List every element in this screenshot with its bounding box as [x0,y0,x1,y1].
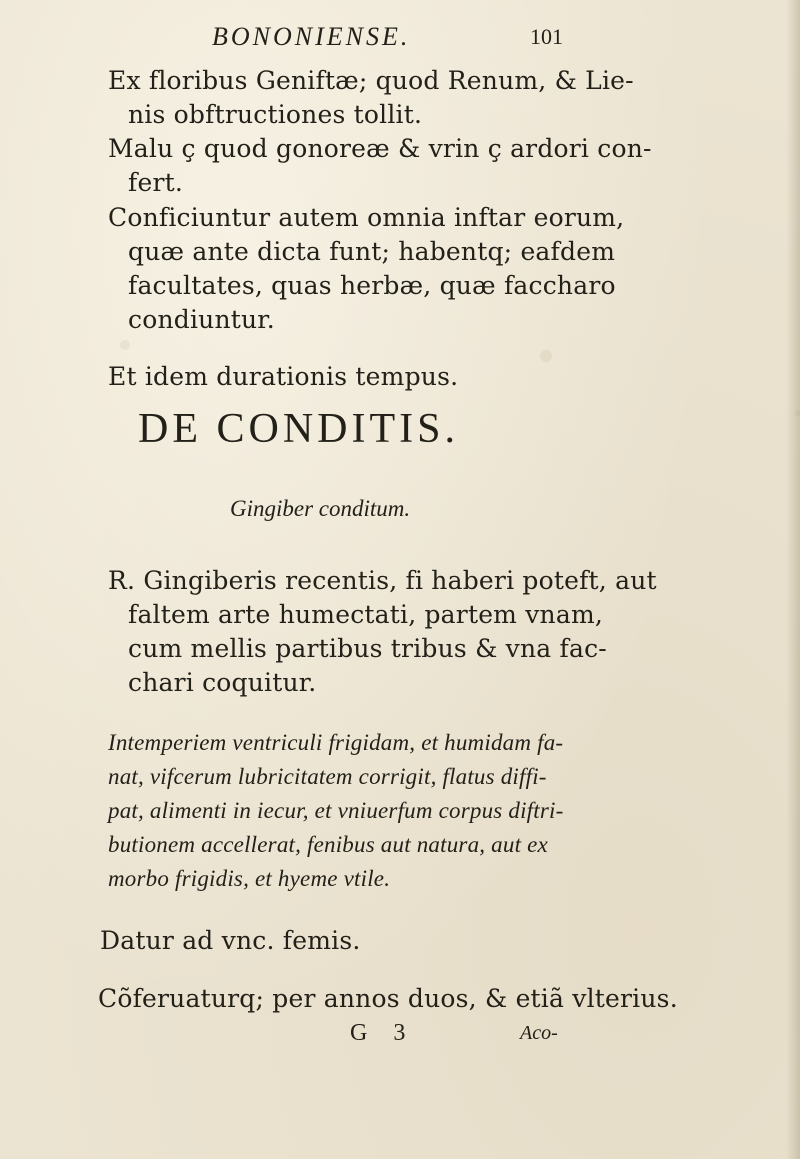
text-line: facultates, quas herbæ, quæ faccharo [128,271,616,300]
text-line: quæ ante dicta funt; habentq; eafdem [128,237,616,266]
text-line: faltem arte humectati, partem vnam, [128,600,604,629]
signature-mark: G 3 [350,1020,416,1046]
running-head: BONONIENSE. [212,22,411,51]
text-line: chari coquitur. [128,668,317,697]
dose-line: Datur ad vnc. femis. [100,926,361,955]
storage-line: Cõferuaturq; per annos duos, & etiã vlterius. [98,984,678,1013]
page-number: 101 [530,24,563,49]
text-line: cum mellis partibus tribus & vna fac- [128,634,607,663]
text-line: nat, vifcerum lubricitatem corrigit, flatus diffi- [108,764,547,789]
paper-spot [120,340,130,350]
section-heading: DE CONDITIS. [138,406,459,452]
paper-spot [795,410,800,416]
text-line: butionem accellerat, fenibus aut natura, aut ex [108,832,548,857]
page-edge-shadow [786,0,800,1159]
paper-spot [540,350,552,362]
text-line: R. Gingiberis recentis, fi haberi poteft, aut [108,566,657,595]
page-footer [0,1020,800,1056]
text-line: morbo frigidis, et hyeme vtile. [108,866,391,891]
text-line: nis obftructiones tollit. [128,100,423,129]
text-line: Et idem durationis tempus. [108,362,459,391]
text-line: Malu ç quod gonoreæ & vrin ç ardori con- [108,134,652,163]
recipe-title: Gingiber conditum. [230,496,411,521]
text-line: Intemperiem ventriculi frigidam, et humidam fa- [108,730,564,755]
text-line: fert. [128,168,183,197]
page-header [0,18,800,58]
text-line: Conficiuntur autem omnia inftar eorum, [108,203,625,232]
text-line: condiuntur. [128,305,275,334]
catchword: Aco- [520,1022,558,1044]
text-line: Ex floribus Geniftæ; quod Renum, & Lie- [108,66,634,95]
text-line: pat, alimenti in iecur, et vniuerfum corpus diftri- [108,798,564,823]
